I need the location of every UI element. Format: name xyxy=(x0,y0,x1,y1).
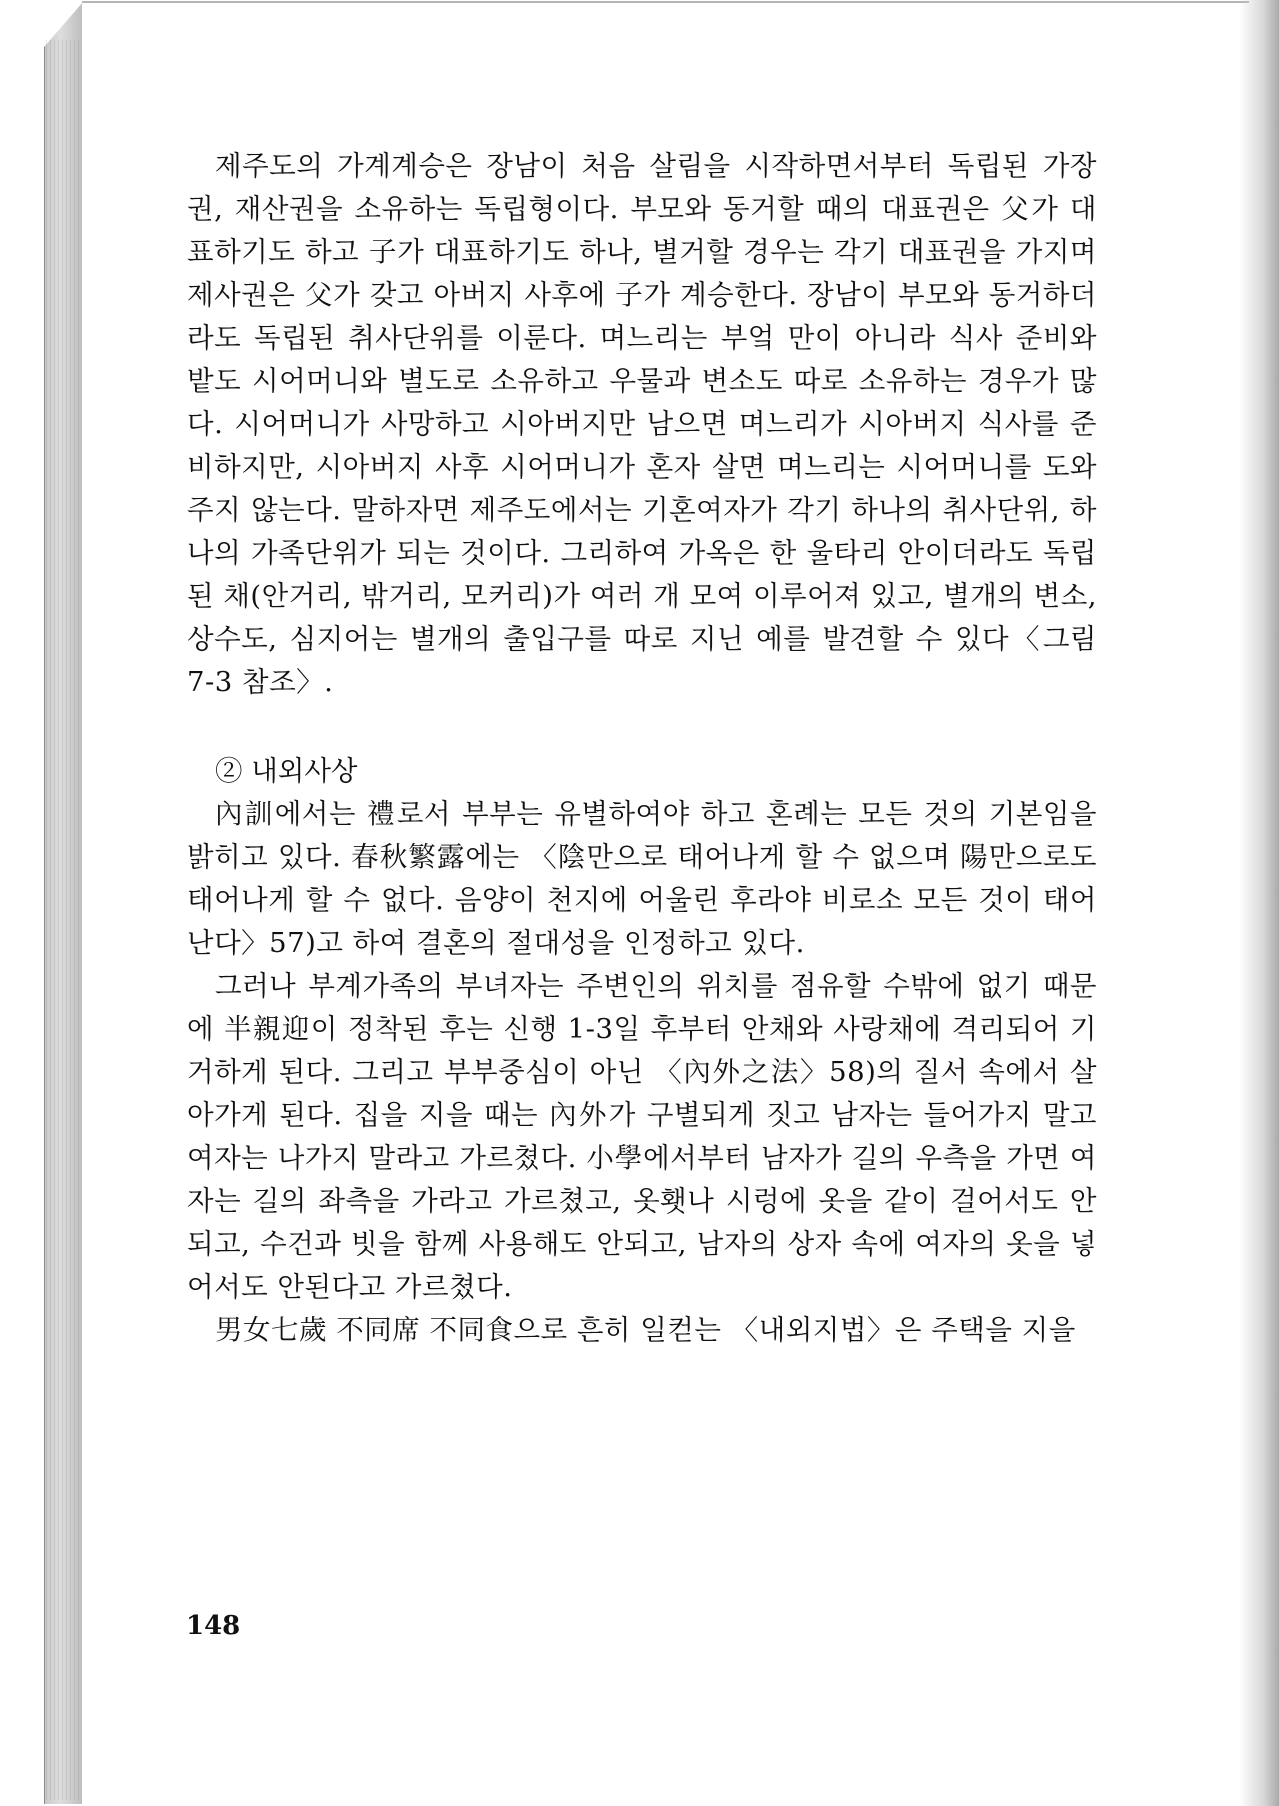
body-text xyxy=(187,145,1097,1352)
paragraph-naeoe-law: 男女七歲 不同席 不同食으로 흔히 일컫는 〈내외지법〉은 주택을 지을 xyxy=(215,1314,1076,1346)
page-right-shadow xyxy=(1239,0,1279,1806)
section-title: ② 내외사상 xyxy=(215,755,358,787)
paragraph-jeju-household: 제주도의 가계계승은 장남이 처음 살림을 시작하면서부터 독립된 가장권, 재산권을 소유하는 독립형이다. 부모와 동거할 때의 대표권은 父가 대표하기도 하고 子가 대표하기도 하나, 별거할 경우는 각기 대표권을 가지며 제사권은 父가 갖고 아버지 사후에 子가 계승한다. 장남이 부모와 동거하더라도 독립된 취사단위를 이룬다. 며느리는 부엌 만이 아니라 식사 준비와 밭도 시어머니와 별도로 소유하고 우물과 변소도 따로 소유하는 경우가 많다. 시어머니가 사망하고 시아버지만 남으면 며느리가 시아버지 식사를 준비하지만, 시아버지 사후 시어머니가 혼자 살면 며느리는 시어머니를 도와 주지 않는다. 말하자면 제주도에서는 기혼여자가 각기 하나의 취사단위, 하나의 가족단위가 되는 것이다. 그리하여 가옥은 한 울타리 안이더라도 독립된 채(안거리, 밖거리, 모커리)가 여러 개 모여 이루어져 있고, 별개의 변소, 상수도, 심지어는 별개의 출입구를 따로 지닌 예를 발견할 수 있다〈그림 7-3 참조〉. xyxy=(187,150,1097,698)
paragraph-patrilineal: 그러나 부계가족의 부녀자는 주변인의 위치를 점유할 수밖에 없기 때문에 半親迎이 정착된 후는 신행 1-3일 후부터 안채와 사랑채에 격리되어 기거하게 된다. 그리고 부부중심이 아닌 〈內外之法〉58)의 질서 속에서 살아가게 된다. 집을 지을 때는 內外가 구별되게 짓고 남자는 들어가지 말고 여자는 나가지 말라고 가르쳤다. 小學에서부터 남자가 길의 우측을 가면 여자는 길의 좌측을 가라고 가르쳤고, 옷횃나 시렁에 옷을 같이 걸어서도 안되고, 수건과 빗을 함께 사용해도 안되고, 남자의 상자 속에 여자의 옷을 넣어서도 안된다고 가르쳤다. xyxy=(187,970,1097,1303)
book-page xyxy=(82,3,1244,1804)
paragraph-naehun: 內訓에서는 禮로서 부부는 유별하여야 하고 혼례는 모든 것의 기본임을 밝히고 있다. 春秋繁露에는 〈陰만으로 태어나게 할 수 없으며 陽만으로도 태어나게 할 수 없다. 음양이 천지에 어울린 후라야 비로소 모든 것이 태어난다〉57)고 하여 결혼의 절대성을 인정하고 있다. xyxy=(187,798,1097,959)
page-edge-lines xyxy=(46,40,80,1800)
page-number: 148 xyxy=(186,1611,241,1641)
